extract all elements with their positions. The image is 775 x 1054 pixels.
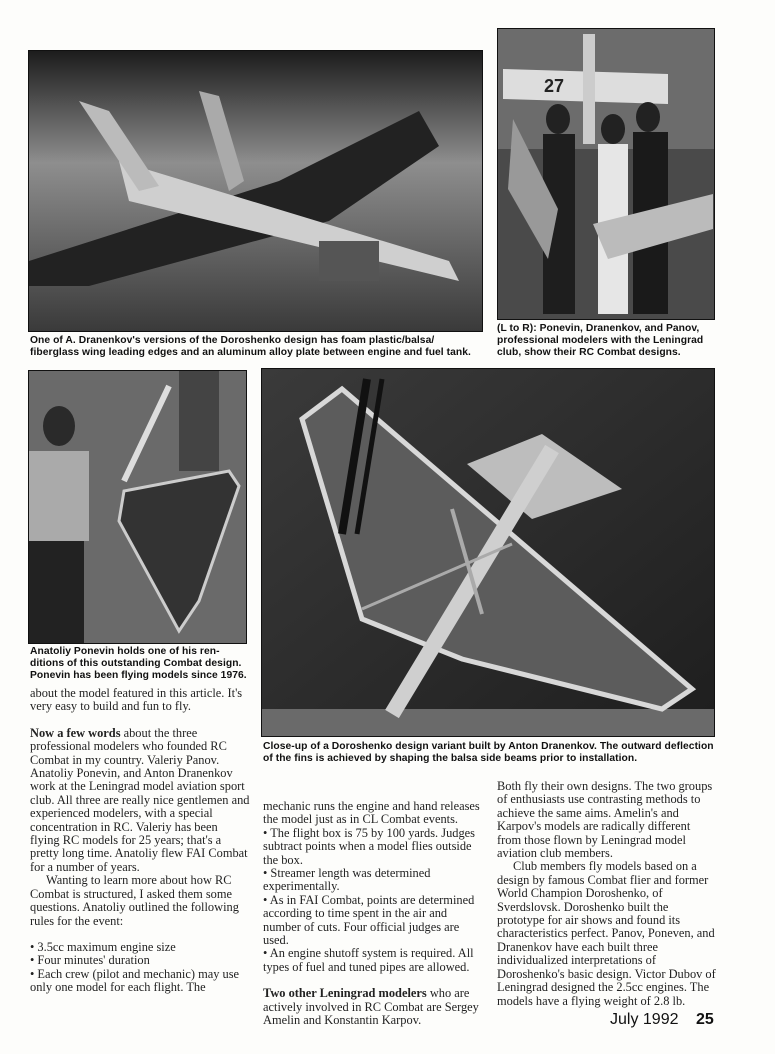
paragraph: mechanic runs the engine and hand releases the model just as in CL Combat events. (263, 799, 480, 827)
paragraph: Both fly their own designs. The two groups of enthusiasts use contrasting methods to achieve the same aims. Amelin's and Karpov's models are radically different from those flown by Leningrad model aviation club members. (497, 779, 713, 861)
article-column-2 (263, 800, 481, 1028)
paragraph-text: about the three professional modelers who founded RC Combat in my country. Valeriy Panov. Anatoliy Ponevin, and Anton Dranenkov work at the Leningrad model aviation sport club. All three are really nice gentlemen and experienced modelers, with a special concentration in RC. Valeriy has been flying RC models for 25 years; that's a pretty long time. Anatoliy flew FAI Combat for a number of years. (30, 725, 250, 874)
page-number: 25 (696, 1011, 714, 1028)
paragraph-text: who are actively involved in RC Combat are Sergey Amelin and Konstantin Karpov. (263, 986, 479, 1028)
paragraph (30, 727, 250, 874)
rule-item: • Each crew (pilot and mechanic) may use only one model for each flight. The (30, 966, 240, 995)
plane-number: 27 (544, 76, 565, 96)
paragraph: about the model featured in this article. It's very easy to build and fun to fly. (30, 686, 243, 714)
lead-in: Two other Leningrad modelers (263, 986, 427, 1001)
photo-ponevin-holding-plane (28, 370, 247, 644)
photo4-caption: Close-up of a Doroshenko design variant built by Anton Dranenkov. The outward deflection of the fins is achieved by shaping the balsa side beams prior to installation. (263, 741, 714, 764)
paragraph (263, 987, 481, 1027)
rule-item: • Streamer length was determined experimentally. (263, 866, 431, 894)
rule-item: • An engine shutoff system is required. All types of fuel and tuned pipes are allowed. (263, 946, 474, 974)
photo1-caption: One of A. Dranenkov's versions of the Doroshenko design has foam plastic/balsa/ fiberglass wing leading edges and an aluminum alloy plate between engine and fuel tank. (30, 335, 471, 358)
photo-dranenkov-plane (28, 50, 483, 332)
rule-item: • The flight box is 75 by 100 yards. Judges subtract points when a model flies outside the box. (263, 825, 475, 867)
photo-doroshenko-closeup (261, 368, 715, 737)
rule-item: • 3.5cc maximum engine size (30, 939, 176, 954)
paragraph: Club members fly models based on a design by famous Combat flier and former World Champion Doroshenko, of Sverdslovsk. Doroshenko built the prototype for air shows and found its characteristics perfect. Panov, Poneven, and Dranenkov have each built three individualized interpretations of Doroshenko's basic design. Victor Dubov of Leningrad designed the 2.5cc engines. The models have a flying weight of 2.8 lb. (497, 859, 716, 1008)
issue-date: July 1992 (610, 1011, 679, 1028)
photo3-caption: Anatoliy Ponevin holds one of his ren-ditions of this outstanding Combat design. Ponevin has been flying models since 1976. (30, 646, 247, 681)
article-column-1 (30, 687, 250, 995)
photo-modelers-group (497, 28, 715, 320)
lead-in: Now a few words (30, 725, 121, 740)
paragraph: Wanting to learn more about how RC Combat is structured, I asked them some questions. Anatoliy outlined the following rules for the event: (30, 873, 239, 928)
article-column-3 (497, 780, 717, 1008)
photo2-caption: (L to R): Ponevin, Dranenkov, and Panov, professional modelers with the Leningrad club, show their RC Combat designs. (497, 323, 704, 358)
rule-item: • As in FAI Combat, points are determined according to time spent in the air and number of cuts. Four official judges are used. (263, 892, 475, 948)
rule-item: • Four minutes' duration (30, 953, 150, 968)
